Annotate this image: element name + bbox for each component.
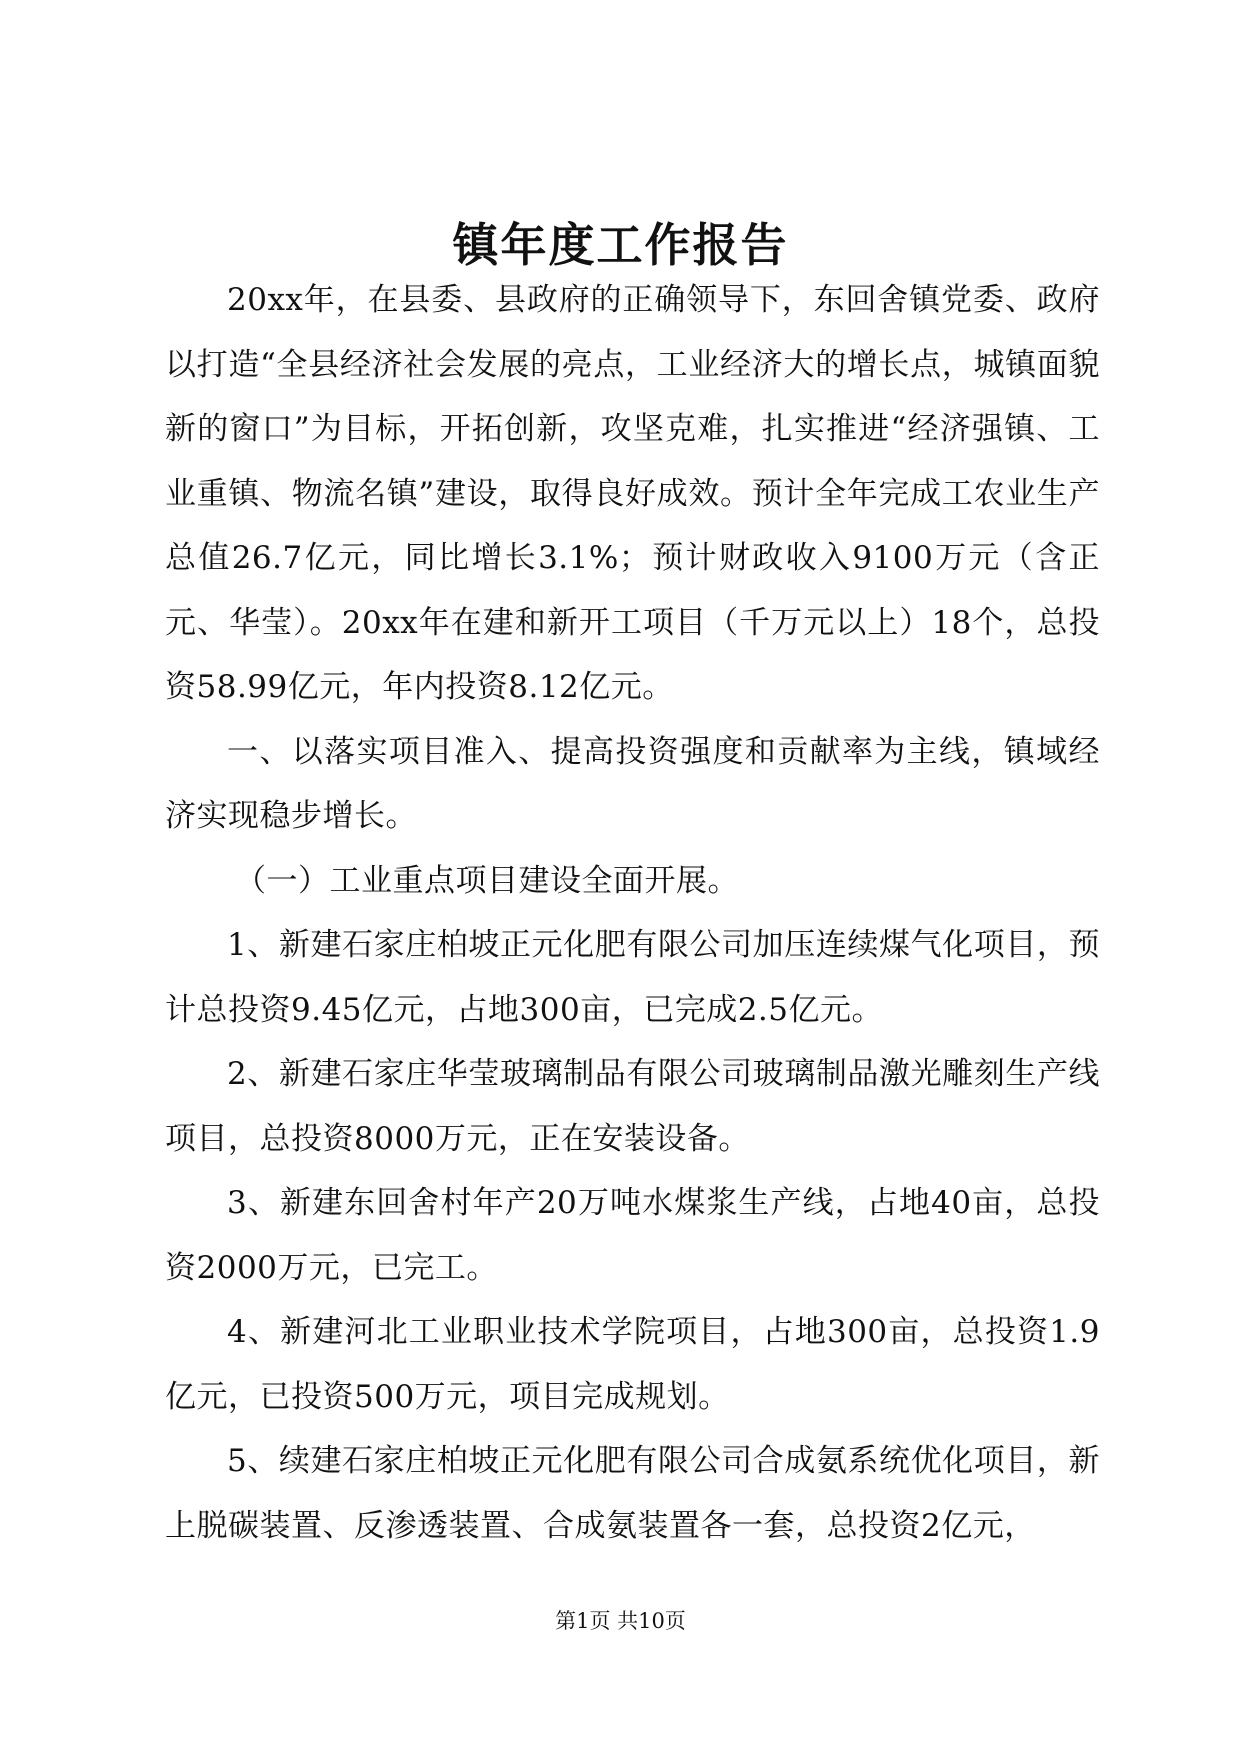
paragraph-intro: 20xx年，在县委、县政府的正确领导下，东回舍镇党委、政府以打造“全县经济社会发展的亮点，工业经济大的增长点，城镇面貌新的窗口”为目标，开拓创新，攻坚克难，扎实推进“经济强镇、工业重镇、物流名镇”建设，取得良好成效。预计全年完成工农业生产总值26.7亿元，同比增长3.1%；预计财政收入9100万元（含正元、华莹）。20xx年在建和新开工项目（千万元以上）18个，总投资58.99亿元，年内投资8.12亿元。 bbox=[165, 282, 1100, 705]
document-body bbox=[165, 268, 1100, 1558]
paragraph-subsection-heading: （一）工业重点项目建设全面开展。 bbox=[235, 862, 739, 899]
paragraph-item-2: 2、新建石家庄华莹玻璃制品有限公司玻璃制品激光雕刻生产线项目，总投资8000万元，正在安装设备。 bbox=[165, 1056, 1100, 1157]
paragraph-item-1: 1、新建石家庄柏坡正元化肥有限公司加压连续煤气化项目，预计总投资9.45亿元，占地300亩，已完成2.5亿元。 bbox=[165, 927, 1100, 1028]
paragraph-item-3: 3、新建东回舍村年产20万吨水煤浆生产线，占地40亩，总投资2000万元，已完工。 bbox=[165, 1185, 1100, 1286]
paragraph-item-5: 5、续建石家庄柏坡正元化肥有限公司合成氨系统优化项目，新上脱碳装置、反渗透装置、合成氨装置各一套，总投资2亿元， bbox=[165, 1443, 1100, 1544]
paragraph-section-heading: 一、以落实项目准入、提高投资强度和贡献率为主线，镇域经济实现稳步增长。 bbox=[165, 733, 1100, 834]
paragraph-item-4: 4、新建河北工业职业技术学院项目，占地300亩，总投资1.9亿元，已投资500万元，项目完成规划。 bbox=[165, 1314, 1100, 1415]
page-number-footer: 第1页 共10页 bbox=[555, 1609, 686, 1633]
document-title: 镇年度工作报告 bbox=[452, 218, 789, 272]
